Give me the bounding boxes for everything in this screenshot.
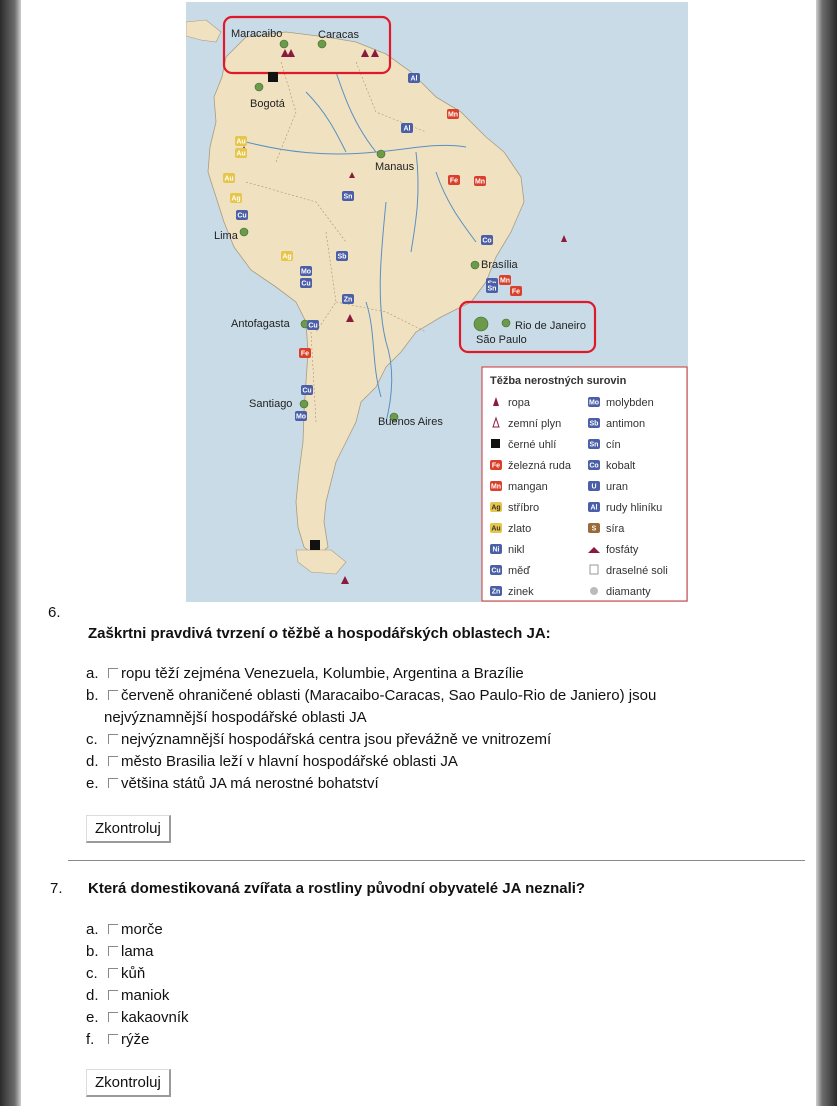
legend-label: ropa — [508, 397, 531, 409]
badge-code: Sn — [343, 193, 353, 201]
option-b — [86, 941, 154, 962]
legend-label: zinek — [508, 586, 534, 598]
badge-code: Mo — [300, 268, 312, 276]
legend-label: mangan — [508, 481, 548, 493]
section-divider — [68, 860, 805, 861]
legend-label: nikl — [508, 544, 525, 556]
option-c — [86, 963, 145, 984]
badge-code: Fe — [449, 177, 459, 185]
option-e — [86, 773, 379, 794]
badge-code: Mn — [474, 178, 486, 186]
option-checkbox[interactable] — [108, 734, 118, 744]
option-checkbox[interactable] — [108, 1034, 118, 1044]
city-label: Antofagasta — [231, 318, 290, 330]
legend-label: stříbro — [508, 502, 540, 514]
option-f — [86, 1029, 149, 1050]
legend-label: kobalt — [606, 460, 636, 472]
badge-code: Co — [482, 237, 492, 245]
badge-code: Cu — [301, 280, 311, 288]
badge-code: Au — [224, 175, 234, 183]
option-letter: c. — [86, 731, 98, 748]
badge-code: Zn — [343, 296, 353, 304]
city-label: Buenos Aires — [378, 416, 443, 428]
option-text: město Brasilia leží v hlavní hospodářské oblasti JA — [121, 753, 458, 770]
option-text: maniok — [121, 987, 170, 1004]
legend-label: uran — [606, 481, 629, 493]
badge-code: Mn — [490, 483, 502, 491]
option-letter: a. — [86, 921, 99, 938]
left-window-edge — [0, 0, 21, 1106]
option-letter: b. — [86, 943, 99, 960]
city-label: Santiago — [249, 398, 293, 410]
option-text: nejvýznamnější hospodářská centra jsou převážně ve vnitrozemí — [121, 731, 552, 748]
legend-label: měď — [508, 565, 531, 577]
badge-code: Mo — [295, 413, 307, 421]
option-letter: e. — [86, 1009, 99, 1026]
legend-label: draselné soli — [606, 565, 668, 577]
option-text: kakaovník — [121, 1009, 189, 1026]
city-label: Lima — [214, 230, 238, 242]
badge-code: Fe — [491, 462, 501, 470]
option-text: kůň — [121, 965, 146, 982]
question-text: Která domestikovaná zvířata a rostliny původní obyvatelé JA neznali? — [88, 880, 586, 897]
badge-code: Cu — [308, 322, 318, 330]
option-checkbox[interactable] — [108, 946, 118, 956]
badge-code: S — [591, 525, 597, 533]
question-text: Zaškrtni pravdivá tvrzení o těžbě a hospodářských oblastech JA: — [88, 625, 551, 642]
option-e — [86, 1007, 189, 1028]
legend-label: síra — [606, 523, 625, 535]
badge-code: Al — [403, 125, 411, 133]
badge-code: Zn — [491, 588, 501, 596]
city-label: Brasília — [481, 259, 518, 271]
badge-code: Ag — [282, 253, 292, 261]
option-checkbox[interactable] — [108, 690, 118, 700]
legend-label: fosfáty — [606, 544, 639, 556]
check-button[interactable]: Zkontroluj — [86, 815, 171, 843]
option-text: rýže — [121, 1031, 150, 1048]
option-a — [86, 919, 163, 940]
badge-code: Au — [491, 525, 501, 533]
option-letter: d. — [86, 987, 99, 1004]
option-text: morče — [121, 921, 163, 938]
right-window-edge — [816, 0, 837, 1106]
option-checkbox[interactable] — [108, 924, 118, 934]
badge-code: Cu — [302, 387, 312, 395]
legend-label: molybden — [606, 397, 654, 409]
badge-code: Al — [590, 504, 598, 512]
option-text: lama — [121, 943, 154, 960]
badge-code: Sn — [589, 441, 599, 449]
city-label: Bogotá — [250, 98, 285, 110]
option-letter: a. — [86, 665, 99, 682]
badge-code: Sb — [589, 420, 599, 428]
badge-code: Au — [236, 138, 246, 146]
option-b — [86, 685, 656, 706]
badge-code: Mn — [499, 277, 511, 285]
option-letter: e. — [86, 775, 99, 792]
option-d — [86, 985, 169, 1006]
badge-code: Mo — [588, 399, 600, 407]
badge-code: Au — [236, 150, 246, 158]
option-checkbox[interactable] — [108, 778, 118, 788]
option-letter: d. — [86, 753, 99, 770]
legend-label: železná ruda — [508, 460, 571, 472]
badge-code: Fe — [511, 288, 521, 296]
option-checkbox[interactable] — [108, 1012, 118, 1022]
check-button[interactable]: Zkontroluj — [86, 1069, 171, 1097]
option-c — [86, 729, 551, 750]
city-label: São Paulo — [476, 334, 527, 346]
legend-title: Těžba nerostných surovin — [490, 375, 627, 387]
option-checkbox[interactable] — [108, 968, 118, 978]
option-letter: b. — [86, 687, 99, 704]
badge-code: Ni — [492, 546, 500, 554]
legend-label: černé uhlí — [508, 439, 557, 451]
diamond-icon — [590, 587, 598, 595]
legend-label: antimon — [606, 418, 646, 430]
map-legend — [482, 367, 687, 601]
option-checkbox[interactable] — [108, 756, 118, 766]
option-checkbox[interactable] — [108, 668, 118, 678]
option-b-continuation: nejvýznamnější hospodářské oblasti JA — [104, 709, 367, 726]
badge-code: Al — [410, 75, 418, 83]
option-d — [86, 751, 458, 772]
south-america-map — [186, 2, 688, 602]
option-checkbox[interactable] — [108, 990, 118, 1000]
city-label: Maracaibo — [231, 28, 283, 40]
option-text: většina států JA má nerostné bohatství — [121, 775, 379, 792]
city-label: Rio de Janeiro — [515, 320, 586, 332]
badge-code: U — [591, 483, 597, 491]
badge-code: Sb — [337, 253, 347, 261]
option-text: ropu těží zejména Venezuela, Kolumbie, Argentina a Brazílie — [121, 665, 524, 682]
city-label: Caracas — [318, 29, 359, 41]
coal-icon — [491, 439, 500, 448]
badge-code: Cu — [237, 212, 247, 220]
question-number: 7. — [50, 880, 63, 897]
option-text: červeně ohraničené oblasti (Maracaibo-Caracas, Sao Paulo-Rio de Janiero) jsou — [121, 687, 657, 704]
badge-code: Ag — [491, 504, 501, 512]
legend-label: rudy hliníku — [606, 502, 663, 514]
badge-code: Co — [589, 462, 599, 470]
badge-code: Fe — [300, 350, 310, 358]
legend-label: zemní plyn — [508, 418, 562, 430]
badge-code: Sn — [487, 285, 497, 293]
badge-code: Cu — [491, 567, 501, 575]
legend-label: zlato — [508, 523, 532, 535]
legend-label: diamanty — [606, 586, 651, 598]
badge-code: Ag — [231, 195, 241, 203]
badge-code: Mn — [447, 111, 459, 119]
city-label: Manaus — [375, 161, 415, 173]
question-number: 6. — [48, 604, 61, 621]
option-letter: c. — [86, 965, 98, 982]
option-letter: f. — [86, 1031, 95, 1048]
option-a — [86, 663, 524, 684]
legend-label: cín — [606, 439, 621, 451]
